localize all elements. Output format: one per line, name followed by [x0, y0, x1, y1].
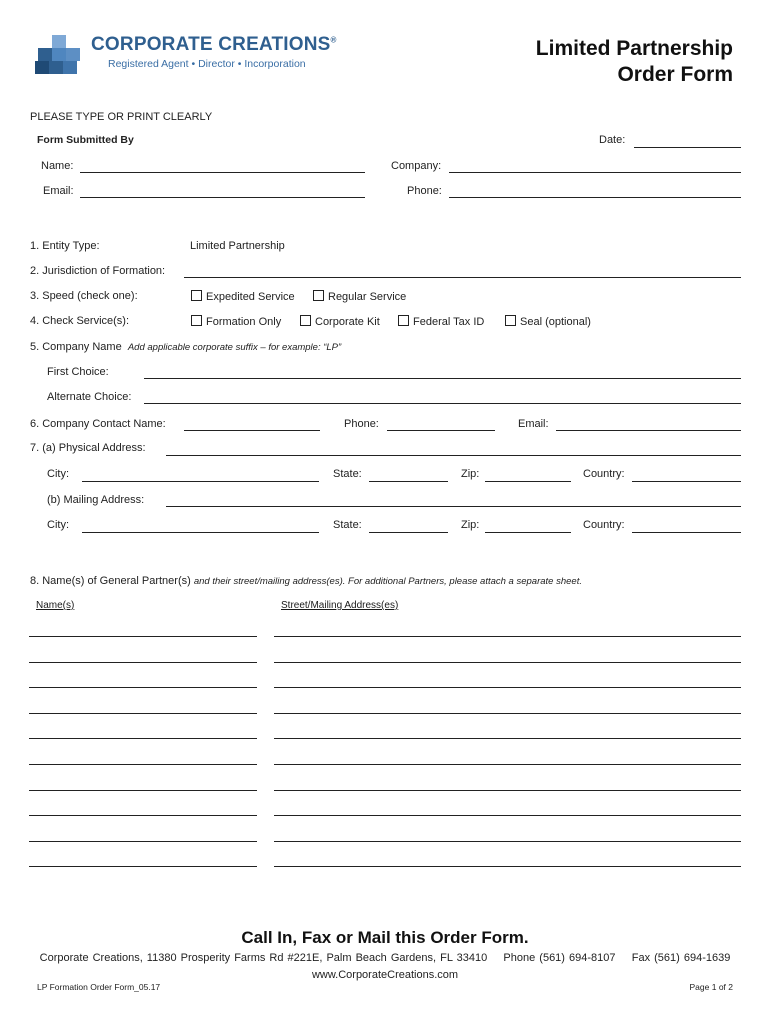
partner-name-field[interactable]: [29, 841, 257, 842]
partner-address-field[interactable]: [274, 687, 741, 688]
seal-checkbox[interactable]: [505, 315, 591, 328]
email-field[interactable]: [80, 197, 365, 198]
alternate-choice-field[interactable]: [144, 403, 741, 404]
mailing-city-field[interactable]: [82, 532, 319, 533]
mailing-address-field[interactable]: [166, 506, 741, 507]
form-title-line2: Order Form: [617, 63, 733, 86]
company-name-label: 5. Company Name: [30, 341, 122, 353]
first-choice-field[interactable]: [144, 378, 741, 379]
contact-name-field[interactable]: [184, 430, 320, 431]
submitted-by-heading: Form Submitted By: [37, 134, 134, 146]
name-field[interactable]: [80, 172, 365, 173]
partner-name-field[interactable]: [29, 815, 257, 816]
brand-name: [91, 34, 337, 56]
partner-name-field[interactable]: [29, 738, 257, 739]
company-field[interactable]: [449, 172, 741, 173]
address-column-header: Street/Mailing Address(es): [281, 600, 399, 611]
mailing-city-label: City:: [47, 519, 69, 531]
form-title: [536, 36, 733, 88]
expedited-service-checkbox[interactable]: [191, 290, 295, 303]
company-label: Company:: [391, 160, 442, 172]
physical-country-label: Country:: [583, 468, 625, 480]
jurisdiction-field[interactable]: [184, 277, 741, 278]
partner-address-field[interactable]: [274, 866, 741, 867]
partner-address-field[interactable]: [274, 815, 741, 816]
partner-address-field[interactable]: [274, 738, 741, 739]
formation-only-label: Formation Only: [206, 316, 282, 328]
form-title-line1: Limited Partnership: [535, 37, 733, 60]
footer-form-id: LP Formation Order Form_05.17: [37, 982, 161, 992]
partner-address-field[interactable]: [274, 790, 741, 791]
date-field[interactable]: [634, 147, 741, 148]
phone-field[interactable]: [449, 197, 741, 198]
date-label: Date:: [599, 134, 626, 146]
company-name-heading: [30, 341, 341, 353]
print-instruction: PLEASE TYPE OR PRINT CLEARLY: [30, 111, 213, 123]
checkbox-box[interactable]: [505, 315, 516, 326]
footer-call-to-action: Call In, Fax or Mail this Order Form.: [241, 928, 529, 947]
partner-name-field[interactable]: [29, 790, 257, 791]
physical-city-label: City:: [47, 468, 69, 480]
partners-heading-note: and their street/mailing address(es). For additional Partners, please attach a separate sheet.: [193, 576, 582, 587]
physical-state-label: State:: [333, 468, 362, 480]
contact-email-label: Email:: [518, 418, 549, 430]
contact-phone-label: Phone:: [344, 418, 379, 430]
partners-heading: [30, 575, 582, 587]
partner-name-field[interactable]: [29, 687, 257, 688]
services-label: 4. Check Service(s):: [30, 315, 130, 327]
registered-mark: ®: [330, 35, 337, 45]
names-column-header: Name(s): [36, 600, 75, 611]
contact-phone-field[interactable]: [387, 430, 495, 431]
corporate-kit-label: Corporate Kit: [315, 316, 380, 328]
mailing-country-label: Country:: [583, 519, 625, 531]
partner-address-field[interactable]: [274, 636, 741, 637]
partner-address-field[interactable]: [274, 841, 741, 842]
checkbox-box[interactable]: [398, 315, 409, 326]
mailing-zip-label: Zip:: [461, 519, 480, 531]
federal-tax-id-label: Federal Tax ID: [413, 316, 485, 328]
checkbox-box[interactable]: [313, 290, 324, 301]
jurisdiction-label: 2. Jurisdiction of Formation:: [30, 265, 166, 277]
phone-label: Phone:: [407, 185, 442, 197]
checkbox-box[interactable]: [191, 290, 202, 301]
mailing-state-field[interactable]: [369, 532, 448, 533]
checkbox-box[interactable]: [300, 315, 311, 326]
alternate-choice-label: Alternate Choice:: [47, 391, 132, 403]
partner-name-field[interactable]: [29, 662, 257, 663]
partner-address-field[interactable]: [274, 713, 741, 714]
email-label: Email:: [43, 185, 74, 197]
partners-heading-label: 8. Name(s) of General Partner(s): [30, 575, 191, 587]
mailing-zip-field[interactable]: [485, 532, 571, 533]
mailing-country-field[interactable]: [632, 532, 741, 533]
physical-zip-label: Zip:: [461, 468, 480, 480]
physical-city-field[interactable]: [82, 481, 319, 482]
brand-name-text: CORPORATE CREATIONS: [91, 34, 331, 55]
footer-contact-info: Corporate Creations, 11380 Prosperity Farms Rd #221E, Palm Beach Gardens, FL 33410 Phone (561) 694-8107 Fax (561) 694-1639: [39, 952, 731, 964]
partner-name-field[interactable]: [29, 764, 257, 765]
contact-email-field[interactable]: [556, 430, 741, 431]
regular-service-label: Regular Service: [328, 291, 407, 303]
entity-type-value: Limited Partnership: [190, 240, 285, 252]
physical-address-field[interactable]: [166, 455, 741, 456]
partner-name-field[interactable]: [29, 636, 257, 637]
seal-label: Seal (optional): [520, 316, 591, 328]
mailing-address-label: (b) Mailing Address:: [47, 494, 145, 506]
federal-tax-id-checkbox[interactable]: [398, 315, 484, 328]
checkbox-box[interactable]: [191, 315, 202, 326]
brand-tagline: Registered Agent • Director • Incorporation: [108, 58, 306, 70]
partner-name-field[interactable]: [29, 713, 257, 714]
formation-only-checkbox[interactable]: [191, 315, 281, 328]
cubes-logo-icon: [34, 34, 84, 76]
physical-zip-field[interactable]: [485, 481, 571, 482]
mailing-state-label: State:: [333, 519, 362, 531]
entity-type-label: 1. Entity Type:: [30, 240, 100, 252]
name-label: Name:: [41, 160, 74, 172]
physical-country-field[interactable]: [632, 481, 741, 482]
expedited-service-label: Expedited Service: [206, 291, 295, 303]
footer-website: www.CorporateCreations.com: [311, 969, 459, 981]
first-choice-label: First Choice:: [47, 366, 109, 378]
partner-name-field[interactable]: [29, 866, 257, 867]
physical-state-field[interactable]: [369, 481, 448, 482]
partner-address-field[interactable]: [274, 662, 741, 663]
footer-page-number: Page 1 of 2: [689, 982, 733, 992]
corporate-kit-checkbox[interactable]: [300, 315, 380, 328]
speed-label: 3. Speed (check one):: [30, 290, 138, 302]
physical-address-label: 7. (a) Physical Address:: [30, 442, 146, 454]
partner-address-field[interactable]: [274, 764, 741, 765]
company-name-hint: Add applicable corporate suffix – for example: “LP”: [127, 342, 342, 353]
contact-name-label: 6. Company Contact Name:: [30, 418, 166, 430]
regular-service-checkbox[interactable]: [313, 290, 406, 303]
